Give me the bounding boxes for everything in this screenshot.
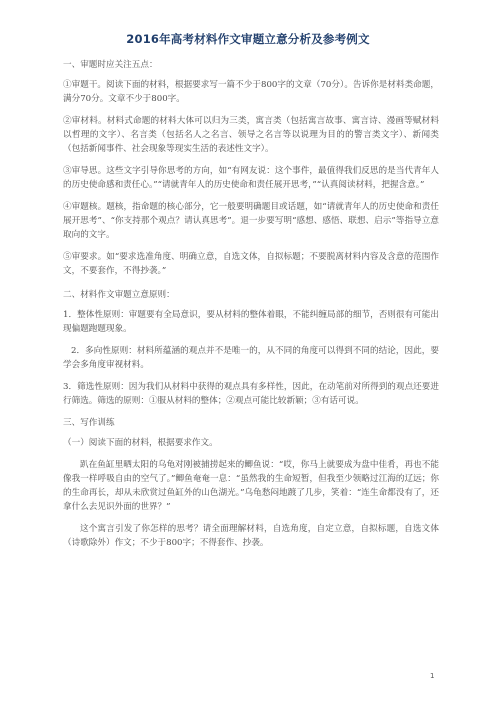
document-title: 2016年高考材料作文审题立意分析及参考例文 xyxy=(126,32,370,46)
section-heading-2: 二、材料作文审题立意原则： xyxy=(63,290,175,300)
paragraph-review-requirements: ⑤审要求。如“要求选准角度、明确立意，自选文体，自拟标题；不要脱离材料内容及含意的范围作文，不要套作，不得抄袭。” xyxy=(63,252,439,276)
paragraph-writing-prompt: 这个寓言引发了你怎样的思考？请全面理解材料，自选角度，自定立意，自拟标题，自选文体（诗歌除外）作文；不少于800字；不得套作、抄袭。 xyxy=(63,524,439,548)
paragraph-exercise-instruction: （一）阅读下面的材料，根据要求作文。 xyxy=(63,438,218,448)
paragraph-principle-whole: 1．整体性原则：审题要有全局意识，要从材料的整体着眼，不能纠缠局部的细节，否则很有可能出现偏题跑题现象。 xyxy=(63,310,439,334)
paragraph-principle-multi: 2．多向性原则：材料所蕴涵的观点并不是唯一的，从不同的角度可以得到不同的结论，因此，要学会多角度审视材料。 xyxy=(63,346,439,370)
paragraph-review-guidance: ③审导思。这些文字引导你思考的方向，如“有网友说：这个事件，最值得我们反思的是当代青年人的历史使命感和责任心。”“请就青年人的历史使命和责任展开思考，”“认真阅读材料，把握含意。” xyxy=(63,166,439,190)
paragraph-review-core: ④审题核。题核，指命题的核心部分，它一般要明确题目或话题，如“请就青年人的历史使命和责任展开思考”、“你支持那个观点？请认真思考”。退一步要写明“感想、感悟、联想、启示”等指导立意取向的文字。 xyxy=(63,202,439,240)
paragraph-principle-filter: 3．筛选性原则：因为我们从材料中获得的观点具有多样性，因此，在动笔前对所得到的观点还要进行筛选。筛选的原则：①服从材料的整体；②观点可能比较新颖；③有话可说。 xyxy=(63,382,439,406)
paragraph-review-material: ②审材料。材料式命题的材料大体可以归为三类，寓言类（包括寓言故事、寓言诗、漫画等赋材料以哲理的文字）、名言类（包括名人之名言、领导之名言等以说理为目的的警言类文字）、新闻类（包括新闻事件、社会现象等现实生活的表述性文字）。 xyxy=(63,116,439,154)
section-heading-3: 三、写作训练 xyxy=(63,418,115,428)
document-body xyxy=(63,58,439,558)
paragraph-fable: 趴在鱼缸里晒太阳的乌龟对刚被捕捞起来的鲫鱼说：“哎，你马上就要成为盘中佳肴，再也不能像我一样呼吸自由的空气了。”鲫鱼奄奄一息：“虽然我的生命短暂，但我至少领略过江海的辽远；你的生命再长，却从未欣赏过鱼缸外的山色湖光。”乌龟愁闷地踱了几步，笑着：“连生命都没有了，还拿什么去见识外面的世界？” xyxy=(63,460,439,512)
section-heading-1: 一、审题时应关注五点： xyxy=(63,60,158,70)
page-number: 1 xyxy=(430,672,435,680)
paragraph-review-stem: ①审题干。阅读下面的材料，根据要求写一篇不少于800字的文章（70分）。告诉你是材料类命题，满分70分。文章不少于800字。 xyxy=(63,80,439,104)
